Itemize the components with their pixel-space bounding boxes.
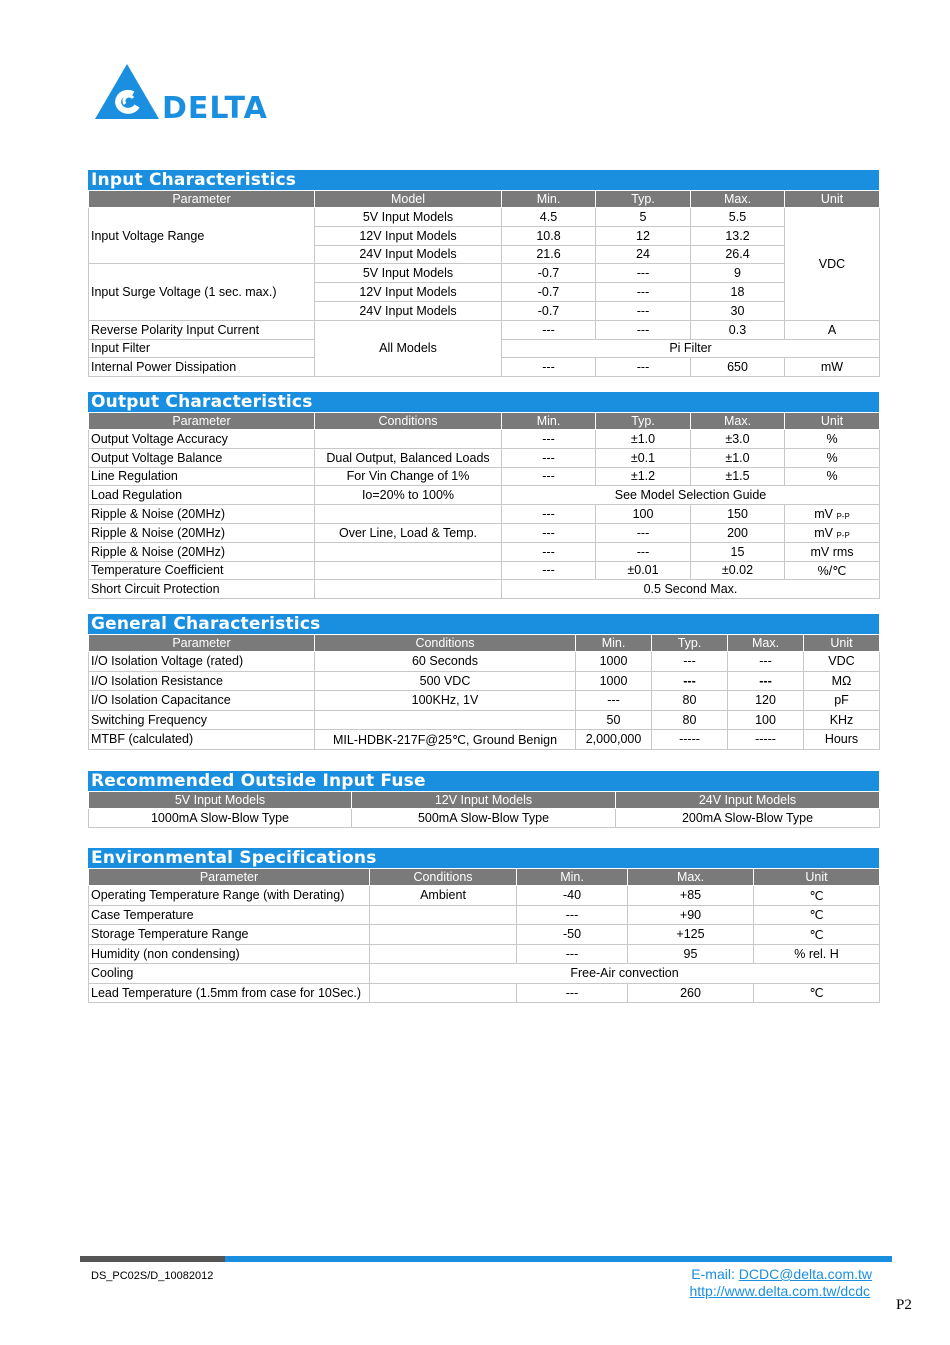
header-cell: Unit [754, 869, 880, 886]
cell: -0.7 [502, 301, 596, 320]
table-row [89, 710, 880, 730]
table-row [89, 320, 880, 339]
table-row [89, 905, 880, 925]
cell [315, 580, 502, 599]
table-row [89, 983, 880, 1003]
param-cell: Storage Temperature Range [89, 925, 370, 945]
param-cell: Cooling [89, 964, 370, 984]
general-table [88, 634, 880, 750]
header-cell: Max. [628, 869, 754, 886]
header-cell: Min. [576, 635, 652, 652]
cell: mV rms [785, 542, 880, 561]
input-characteristics-section [88, 170, 879, 377]
cell: ±0.1 [596, 448, 691, 467]
header-cell: Max. [691, 191, 785, 208]
cell: 0.3 [691, 320, 785, 339]
table-row [89, 671, 880, 691]
cell: %/℃ [785, 561, 880, 580]
cell: --- [596, 358, 691, 377]
cell: 150 [691, 505, 785, 524]
cell: 100 [728, 710, 804, 730]
cell: 12 [596, 226, 691, 245]
cell: Ambient [370, 886, 517, 906]
table-row [89, 944, 880, 964]
header-cell: Unit [785, 413, 880, 430]
cell: 500mA Slow-Blow Type [352, 809, 616, 828]
cell: --- [502, 505, 596, 524]
table-row [89, 580, 880, 599]
output-characteristics-section [88, 392, 879, 599]
cell: +125 [628, 925, 754, 945]
cell: % [785, 430, 880, 449]
section-title: Recommended Outside Input Fuse [88, 771, 879, 791]
table-row [89, 886, 880, 906]
cell [370, 905, 517, 925]
page-number: P2 [896, 1297, 912, 1313]
param-cell: Line Regulation [89, 467, 315, 486]
table-header [89, 635, 880, 652]
table-header [89, 191, 880, 208]
cell: 80 [652, 710, 728, 730]
table-row [89, 430, 880, 449]
cell [315, 710, 576, 730]
cell: Pi Filter [502, 339, 880, 358]
param-cell: Input Voltage Range [89, 208, 315, 264]
cell: Hours [804, 730, 880, 750]
cell: 18 [691, 283, 785, 302]
param-cell: I/O Isolation Capacitance [89, 691, 315, 711]
cell: -0.7 [502, 283, 596, 302]
cell [315, 561, 502, 580]
header-cell: Min. [517, 869, 628, 886]
cell: 5V Input Models [315, 264, 502, 283]
unit-cell [785, 523, 880, 542]
header-cell: Max. [691, 413, 785, 430]
unit-cell [785, 505, 880, 524]
param-cell: Load Regulation [89, 486, 315, 505]
cell: --- [596, 523, 691, 542]
cell: 100KHz, 1V [315, 691, 576, 711]
cell: ℃ [754, 925, 880, 945]
cell: 24V Input Models [315, 301, 502, 320]
param-cell: Switching Frequency [89, 710, 315, 730]
cell [370, 944, 517, 964]
param-cell: Ripple & Noise (20MHz) [89, 505, 315, 524]
cell: ±0.01 [596, 561, 691, 580]
cell: ±1.0 [691, 448, 785, 467]
cell: 12V Input Models [315, 226, 502, 245]
general-characteristics-section [88, 614, 879, 750]
cell: --- [596, 301, 691, 320]
document-id: DS_PC02S/D_10082012 [91, 1270, 214, 1282]
cell: For Vin Change of 1% [315, 467, 502, 486]
cell: 120 [728, 691, 804, 711]
cell: A [785, 320, 880, 339]
cell: 1000mA Slow-Blow Type [89, 809, 352, 828]
output-table [88, 412, 880, 599]
cell: 2,000,000 [576, 730, 652, 750]
table-header [89, 869, 880, 886]
param-cell: Ripple & Noise (20MHz) [89, 523, 315, 542]
cell: 50 [576, 710, 652, 730]
header-cell: Typ. [652, 635, 728, 652]
input-fuse-section [88, 771, 879, 828]
cell: 0.5 Second Max. [502, 580, 880, 599]
cell: --- [596, 264, 691, 283]
cell: % [785, 467, 880, 486]
cell: --- [517, 905, 628, 925]
header-cell: Typ. [596, 191, 691, 208]
param-cell: MTBF (calculated) [89, 730, 315, 750]
header-cell: Conditions [315, 635, 576, 652]
unit-cell: VDC [785, 208, 880, 321]
cell: 650 [691, 358, 785, 377]
cell: 5.5 [691, 208, 785, 227]
cell: Free-Air convection [370, 964, 880, 984]
table-row [89, 542, 880, 561]
header-cell: Typ. [596, 413, 691, 430]
header-cell: Unit [804, 635, 880, 652]
header-cell: 5V Input Models [89, 792, 352, 809]
cell: 200mA Slow-Blow Type [616, 809, 880, 828]
cell: --- [652, 671, 728, 691]
email-link[interactable]: DCDC@delta.com.tw [738, 1266, 872, 1282]
table-row [89, 467, 880, 486]
param-cell: Ripple & Noise (20MHz) [89, 542, 315, 561]
environmental-section [88, 848, 879, 1003]
cell: --- [502, 542, 596, 561]
cell: pF [804, 691, 880, 711]
cell: 26.4 [691, 245, 785, 264]
param-cell: Case Temperature [89, 905, 370, 925]
footer-email [691, 1266, 872, 1282]
cell: 95 [628, 944, 754, 964]
footer-divider-accent [80, 1256, 225, 1262]
header-cell: Min. [502, 191, 596, 208]
table-row [89, 486, 880, 505]
param-cell: I/O Isolation Resistance [89, 671, 315, 691]
param-cell: Lead Temperature (1.5mm from case for 10Sec.) [89, 983, 370, 1003]
table-row [89, 652, 880, 672]
cell: --- [596, 542, 691, 561]
param-cell: Reverse Polarity Input Current [89, 320, 315, 339]
unit-subscript: P-P [836, 512, 850, 522]
cell: 9 [691, 264, 785, 283]
cell: 4.5 [502, 208, 596, 227]
header-cell: Conditions [370, 869, 517, 886]
cell: 30 [691, 301, 785, 320]
cell: 5V Input Models [315, 208, 502, 227]
cell: ±3.0 [691, 430, 785, 449]
cell: --- [596, 283, 691, 302]
cell: --- [502, 467, 596, 486]
header-cell: Parameter [89, 635, 315, 652]
cell: --- [576, 691, 652, 711]
cell: --- [502, 430, 596, 449]
cell: 12V Input Models [315, 283, 502, 302]
cell: --- [502, 358, 596, 377]
cell: ℃ [754, 886, 880, 906]
table-header [89, 792, 880, 809]
cell: 60 Seconds [315, 652, 576, 672]
cell: -0.7 [502, 264, 596, 283]
email-label: E-mail: [691, 1266, 739, 1282]
cell: ±1.0 [596, 430, 691, 449]
section-title: Environmental Specifications [88, 848, 879, 868]
table-row [89, 730, 880, 750]
cell: ±1.5 [691, 467, 785, 486]
header-cell: Parameter [89, 191, 315, 208]
param-cell: Temperature Coefficient [89, 561, 315, 580]
section-title: General Characteristics [88, 614, 879, 634]
cell [315, 505, 502, 524]
cell: Io=20% to 100% [315, 486, 502, 505]
cell: 1000 [576, 652, 652, 672]
cell: 200 [691, 523, 785, 542]
table-header [89, 413, 880, 430]
header-cell: Max. [728, 635, 804, 652]
param-cell: Output Voltage Balance [89, 448, 315, 467]
cell: 13.2 [691, 226, 785, 245]
table-row [89, 523, 880, 542]
cell: mW [785, 358, 880, 377]
header-cell: Unit [785, 191, 880, 208]
section-title: Input Characteristics [88, 170, 879, 190]
cell: 500 VDC [315, 671, 576, 691]
header-cell: Model [315, 191, 502, 208]
cell: ----- [728, 730, 804, 750]
section-title: Output Characteristics [88, 392, 879, 412]
cell: All Models [315, 320, 502, 376]
table-row [89, 691, 880, 711]
cell: --- [728, 671, 804, 691]
table-row [89, 561, 880, 580]
website-link[interactable]: http://www.delta.com.tw/dcdc [689, 1283, 870, 1299]
cell: ±1.2 [596, 467, 691, 486]
cell: 21.6 [502, 245, 596, 264]
cell: --- [652, 652, 728, 672]
table-row [89, 208, 880, 227]
cell: ℃ [754, 905, 880, 925]
header-cell: Parameter [89, 869, 370, 886]
cell: 1000 [576, 671, 652, 691]
cell: +85 [628, 886, 754, 906]
table-row [89, 264, 880, 283]
cell: --- [596, 320, 691, 339]
table-row [89, 925, 880, 945]
cell: See Model Selection Guide [502, 486, 880, 505]
cell: 80 [652, 691, 728, 711]
input-table [88, 190, 880, 377]
param-cell: Output Voltage Accuracy [89, 430, 315, 449]
cell: --- [502, 448, 596, 467]
cell [315, 430, 502, 449]
cell: 15 [691, 542, 785, 561]
cell: --- [502, 523, 596, 542]
unit-text: mV [814, 525, 833, 540]
cell: % rel. H [754, 944, 880, 964]
cell [370, 925, 517, 945]
cell: % [785, 448, 880, 467]
param-cell: Humidity (non condensing) [89, 944, 370, 964]
table-row [89, 505, 880, 524]
cell: MΩ [804, 671, 880, 691]
unit-subscript: P-P [836, 530, 850, 540]
cell: Dual Output, Balanced Loads [315, 448, 502, 467]
cell: ±0.02 [691, 561, 785, 580]
cell: VDC [804, 652, 880, 672]
param-cell: Short Circuit Protection [89, 580, 315, 599]
brand-name: DELTA [162, 91, 268, 122]
table-row [89, 809, 880, 828]
cell: Over Line, Load & Temp. [315, 523, 502, 542]
fuse-table [88, 791, 880, 828]
cell: 10.8 [502, 226, 596, 245]
cell: 260 [628, 983, 754, 1003]
cell: --- [728, 652, 804, 672]
cell [370, 983, 517, 1003]
table-row [89, 964, 880, 984]
cell [315, 542, 502, 561]
param-cell: Input Filter [89, 339, 315, 358]
cell: --- [502, 561, 596, 580]
unit-text: mV [814, 507, 833, 522]
environmental-table [88, 868, 880, 1003]
header-cell: 24V Input Models [616, 792, 880, 809]
param-cell: Input Surge Voltage (1 sec. max.) [89, 264, 315, 320]
cell: --- [517, 944, 628, 964]
cell: KHz [804, 710, 880, 730]
cell: 5 [596, 208, 691, 227]
cell: 24V Input Models [315, 245, 502, 264]
cell: -40 [517, 886, 628, 906]
cell: MIL-HDBK-217F@25℃, Ground Benign [315, 730, 576, 750]
cell: --- [517, 983, 628, 1003]
cell: -50 [517, 925, 628, 945]
param-cell: I/O Isolation Voltage (rated) [89, 652, 315, 672]
cell: +90 [628, 905, 754, 925]
header-cell: 12V Input Models [352, 792, 616, 809]
cell: ℃ [754, 983, 880, 1003]
cell: 100 [596, 505, 691, 524]
header-cell: Parameter [89, 413, 315, 430]
param-cell: Internal Power Dissipation [89, 358, 315, 377]
cell: 24 [596, 245, 691, 264]
cell: ----- [652, 730, 728, 750]
header-cell: Conditions [315, 413, 502, 430]
header-cell: Min. [502, 413, 596, 430]
delta-logo [95, 64, 275, 122]
cell: --- [502, 320, 596, 339]
param-cell: Operating Temperature Range (with Derating) [89, 886, 370, 906]
table-row [89, 448, 880, 467]
